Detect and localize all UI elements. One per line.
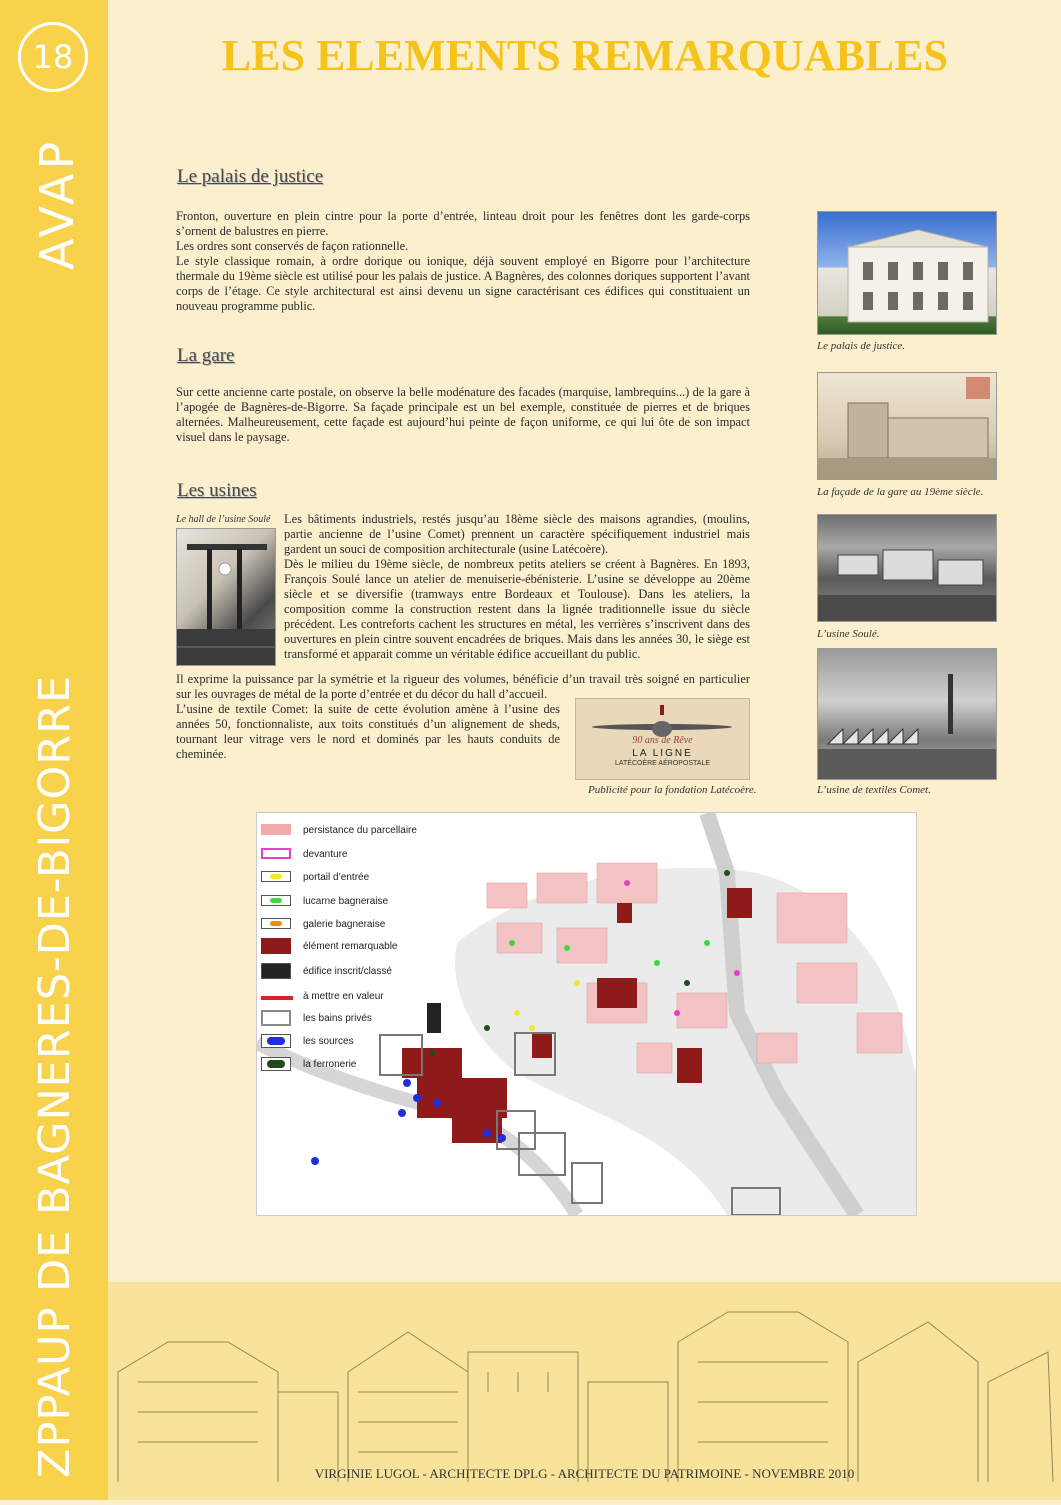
legend-label-ferronerie: la ferronerie	[303, 1059, 357, 1070]
town-map	[256, 812, 917, 1216]
legend-label-bains: les bains privés	[303, 1013, 372, 1024]
legend-label-parcellaire: persistance du parcellaire	[303, 825, 417, 836]
page-number: 18	[18, 22, 88, 92]
gare-text	[176, 385, 750, 445]
legend-label-sources: les sources	[303, 1036, 354, 1047]
soule-photo	[817, 514, 997, 622]
legend-swatch-remarquable	[261, 938, 291, 954]
sidebar-label-zppaup: ZPPAUP DE BAGNERES-DE-BIGORRE	[30, 674, 80, 1478]
palais-text-p3: Le style classique romain, à ordre dorique ou ionique, déjà souvent employé en Bigorre pour l’architecture thermale du 19ème siècle est utilisé pour les palais de justice. A Bagnères, des colonnes doriques supportent l’avant corps de l’étage. Ce style architectural est ainsi devenu un signe caractérisant ces édifices qui constituaient un nouveau programme public.	[176, 254, 750, 313]
caption-gare: La façade de la gare au 19ème siècle.	[817, 486, 984, 498]
footer-credit: VIRGINIE LUGOL - ARCHITECTE DPLG - ARCHITECTE DU PATRIMOINE - NOVEMBRE 2010	[314, 1466, 855, 1481]
sidebar	[0, 0, 108, 1500]
legend-swatch-parcellaire	[261, 824, 291, 835]
heading-gare: La gare	[177, 345, 235, 366]
comet-photo	[817, 648, 997, 780]
pub-caption: Publicité pour la fondation Latécoère.	[588, 784, 757, 796]
usines-text-comet: L’usine de textile Comet: la suite de cette évolution amène à l’usine des années 50, fonctionnaliste, aux toits constitués d’un alignement de sheds, tournant leur vitrage vers le nord et dominés par les hauts conduits de cheminée.	[176, 702, 560, 761]
heading-usines: Les usines	[177, 480, 257, 501]
legend-swatch-inscrit	[261, 963, 291, 979]
page-title: LES ELEMENTS REMARQUABLES	[221, 31, 949, 80]
ad-line-2: LA LIGNE	[632, 748, 693, 759]
legend-label-devanture: devanture	[303, 849, 348, 860]
hall-photo	[176, 528, 276, 666]
hall-photo-illustration	[177, 529, 275, 665]
sidebar-label-avap: AVAP	[30, 137, 84, 270]
ad-line-3: LATÉCOÈRE AÉROPOSTALE	[614, 760, 711, 767]
legend-swatch-galerie	[261, 918, 291, 929]
palais-photo	[817, 211, 997, 335]
legend-swatch-lucarne	[261, 895, 291, 906]
usines-text-p1: Les bâtiments industriels, restés jusqu’au 18ème siècle des maisons agrandies, (moulins, partie ancienne de l’usine Comet) prennent un caractère spécifiquement industriel mais gardent un souci de composition architecturale (usine Latécoère).	[284, 512, 750, 556]
legend-label-portail: portail d’entrée	[303, 872, 370, 883]
legend-swatch-sources	[261, 1034, 291, 1048]
map-legend	[257, 813, 427, 1053]
legend-swatch-devanture	[261, 848, 291, 859]
usines-text-full: Il exprime la puissance par la symétrie et la rigueur des volumes, bénéficie d’un travail très soigné en particulier sur les ouvrages de métal de la porte d’entrée et du décor du hall d’accueil.	[176, 672, 750, 701]
usines-text-right	[284, 512, 750, 662]
legend-swatch-bains	[261, 1010, 291, 1026]
legend-label-lucarne: lucarne bagneraise	[303, 896, 389, 907]
gare-text-p1: Sur cette ancienne carte postale, on observe la belle modénature des facades (marquise, lambrequins...) de la gare à l’apogée de Bagnères-de-Bigorre. Sa façade principale est un bel exemple, constituée de pierres et de briques alternées. Malheureusement, cette façade est aujourd’hui peinte de façon uniforme, ce qui lui ôte de son impact visuel dans le paysage.	[176, 385, 750, 444]
legend-label-inscrit: édifice inscrit/classé	[303, 966, 392, 977]
gare-photo	[817, 372, 997, 480]
caption-palais: Le palais de justice.	[817, 340, 905, 352]
palais-illustration	[818, 212, 996, 334]
ad-line-1: 90 ans de Rêve	[632, 735, 693, 746]
gare-illustration	[818, 373, 996, 479]
heading-palais: Le palais de justice	[177, 166, 324, 187]
palais-text-p1: Fronton, ouverture en plein cintre pour la porte d’entrée, linteau droit pour les fenêtres dont les garde-corps s’ornent de balustres en pierre.	[176, 209, 750, 238]
legend-swatch-ferronerie	[261, 1057, 291, 1071]
caption-comet: L’usine de textiles Comet.	[817, 784, 931, 796]
soule-illustration	[818, 515, 996, 621]
caption-soule: L’usine Soulé.	[817, 628, 880, 640]
legend-label-galerie: galerie bagneraise	[303, 919, 386, 930]
palais-text	[176, 209, 750, 314]
hall-caption: Le hall de l’usine Soulé	[176, 514, 271, 525]
legend-swatch-valeur	[261, 996, 293, 1000]
legend-swatch-portail	[261, 871, 291, 882]
comet-illustration	[818, 649, 996, 779]
legend-label-remarquable: élément remarquable	[303, 941, 398, 952]
latecoere-ad	[575, 698, 750, 780]
palais-text-p2: Les ordres sont conservés de façon rationnelle.	[176, 239, 409, 253]
usines-text-p2: Dès le milieu du 19ème siècle, de nombreux petits ateliers se créent à Bagnères. En 1893, François Soulé lance un atelier de menuiserie-ébénisterie. L’usine se développe au 20ème siècle et se diversifie (tramways entre Bordeaux et Toulouse). Dans les ateliers, la composition comme la construction restent dans la lignée traditionnelle issue du siècle précédent. Les contreforts cachent les structures en métal, les verrières s’inscrivent dans des ouvertures en plein cintre souvent encadrées de briques. Mais dans les années 30, le siège est transformé et apparait comme un véritable édifice accueillant du public.	[284, 557, 750, 661]
legend-label-valeur: à mettre en valeur	[303, 991, 384, 1002]
